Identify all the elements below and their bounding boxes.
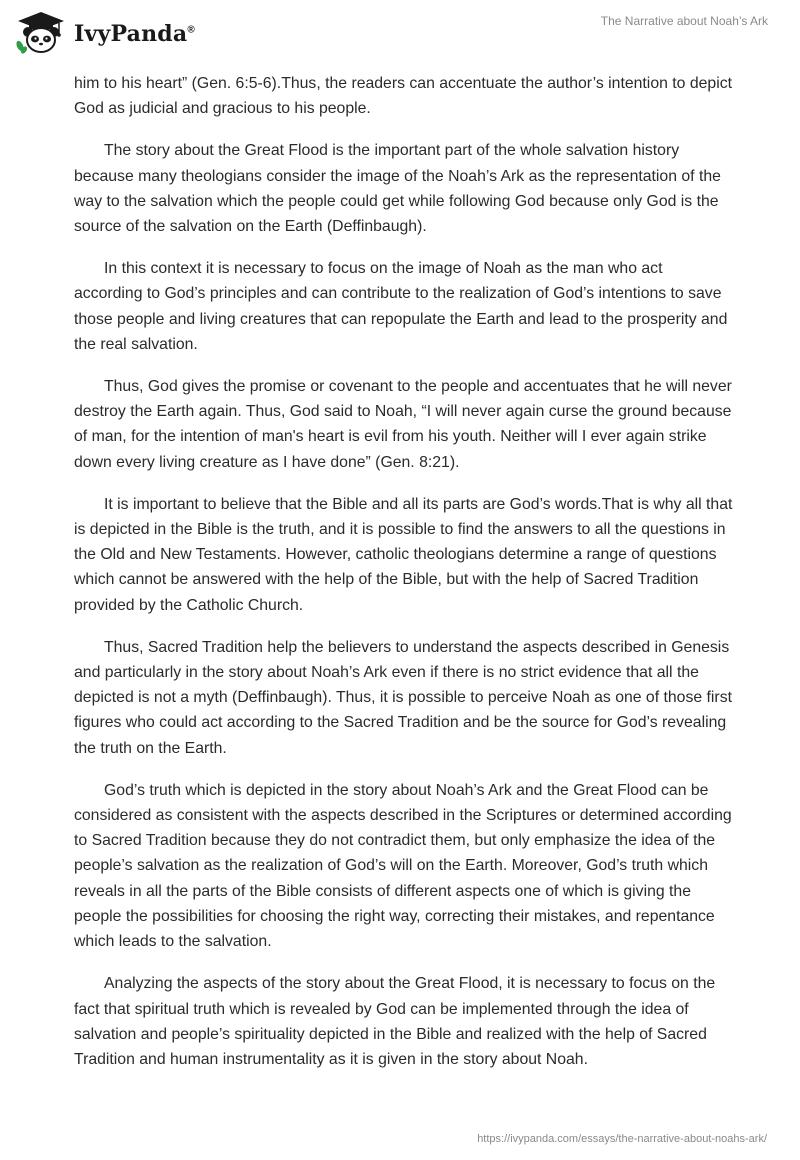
panda-graduate-icon	[14, 10, 68, 54]
paragraph: Analyzing the aspects of the story about the Great Flood, it is necessary to focus on the fact that spiritual truth which is revealed by God can be implemented through the idea of salvation and people’s spirituality depicted in the Bible and realized with the help of Sacred Tradition and human instrumentality as it is given in the story about Noah.	[74, 975, 716, 1068]
paragraph: It is important to believe that the Bible and all its parts are God’s words.That is why all that is depicted in the Bible is the truth, and it is possible to find the answers to all the questions in the Old and New Testaments. However, catholic theologians determine a range of questions which cannot be answered with the help of the Bible, but with the help of Sacred Tradition provided by the Catholic Church.	[74, 495, 733, 614]
source-url[interactable]: https://ivypanda.com/essays/the-narrative-about-noahs-ark/	[477, 1133, 767, 1145]
page-header	[0, 0, 800, 70]
ivypanda-logo[interactable]	[14, 10, 195, 54]
paragraph-continuation: him to his heart” (Gen. 6:5-6).Thus, the readers can accentuate the author’s intention to depict God as judicial and gracious to his people.	[74, 75, 732, 118]
document-title: The Narrative about Noah’s Ark	[600, 14, 768, 28]
paragraph: In this context it is necessary to focus on the image of Noah as the man who act according to God’s principles and can contribute to the realization of God’s intentions to save those people and living creatures that can repopulate the Earth and lead to the prosperity and the real salvation.	[74, 260, 728, 353]
paragraph: The story about the Great Flood is the important part of the whole salvation history because many theologians consider the image of the Noah’s Ark as the representation of the way to the salvation which the people could get while following God because only God is the source of the salvation on the Earth (Deffinbaugh).	[74, 142, 721, 236]
essay-body	[74, 71, 734, 1089]
paragraph: Thus, Sacred Tradition help the believers to understand the aspects described in Genesis and particularly in the story about Noah’s Ark even if there is no strict evidence that all the depicted is not a myth (Deffinbaugh). Thus, it is possible to perceive Noah as one of those first figures who could act according to the Sacred Tradition and be the source for God’s revealing the truth on the Earth.	[74, 638, 732, 757]
logo-wordmark: IvyPanda®	[74, 21, 195, 47]
registered-mark: ®	[187, 24, 195, 36]
paragraph: God’s truth which is depicted in the story about Noah’s Ark and the Great Flood can be considered as consistent with the aspects described in the Scriptures or determined according to Sacred Tradition because they do not contradict them, but only emphasize the idea of the people’s salvation as the realization of God’s will on the Earth. Moreover, God’s truth which reveals in all the parts of the Bible consists of different aspects one of which is giving the people the possibilities for choosing the right way, correcting their mistakes, and repentance which leads to the salvation.	[74, 781, 732, 951]
paragraph: Thus, God gives the promise or covenant to the people and accentuates that he will never destroy the Earth again. Thus, God said to Noah, “I will never again curse the ground because of man, for the intention of man's heart is evil from his youth. Neither will I ever again strike down every living creature as I have done” (Gen. 8:21).	[74, 378, 732, 471]
